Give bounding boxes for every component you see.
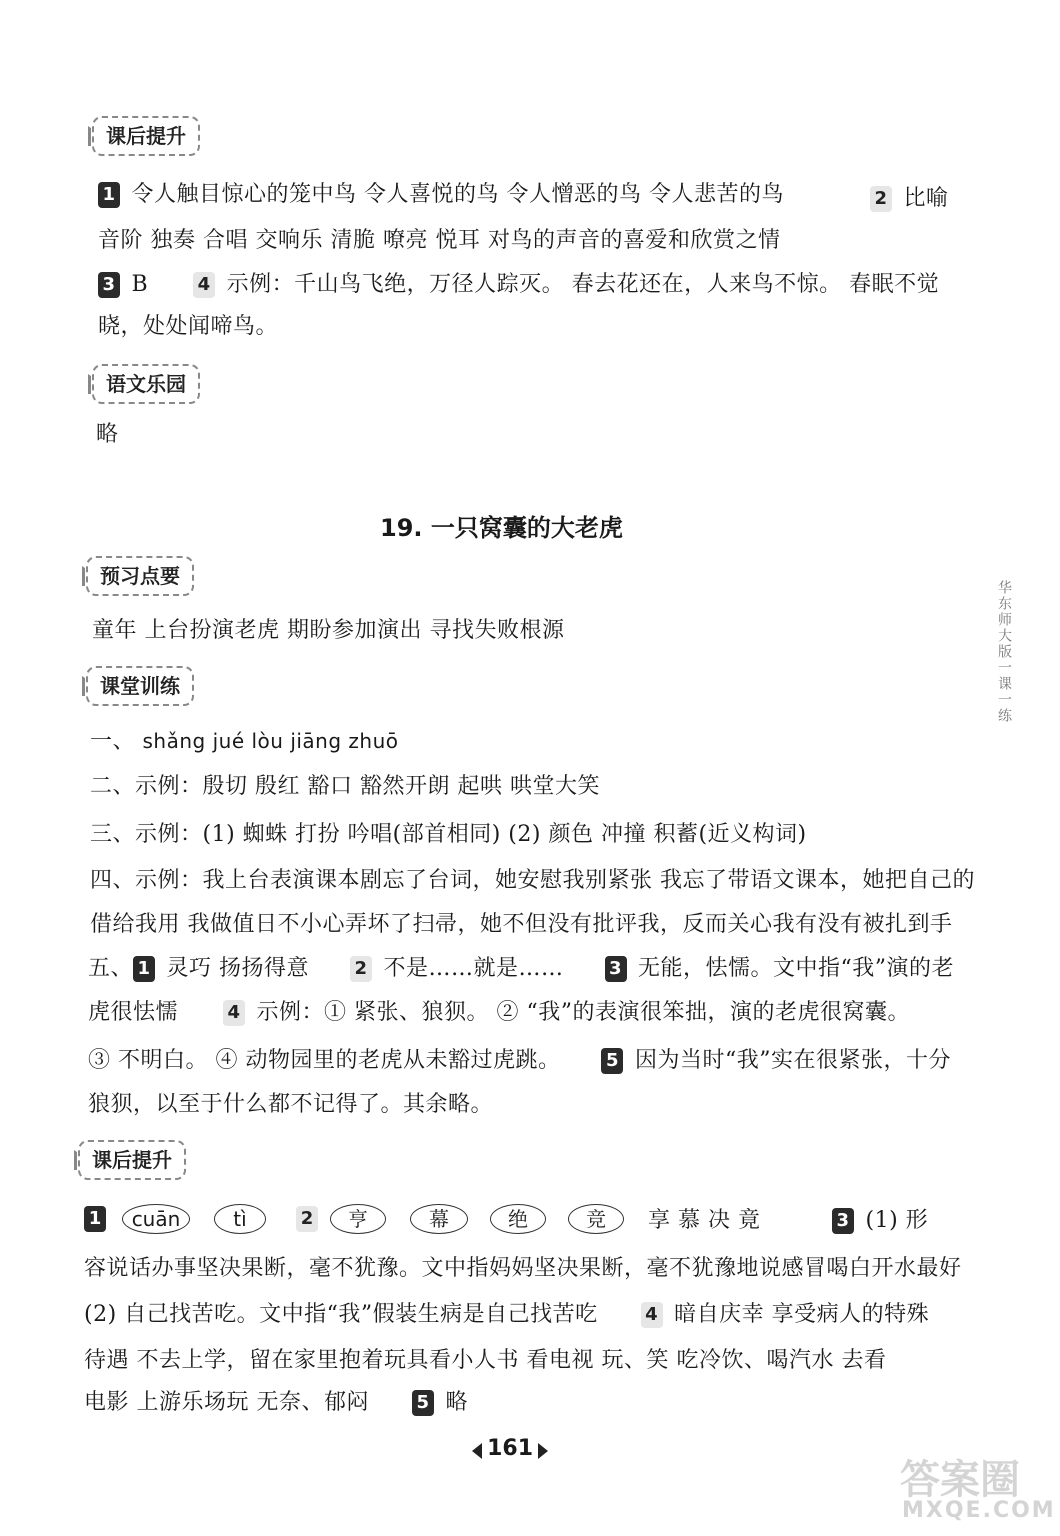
section-label-after-class-1: 课后提升 [92,116,200,156]
answer-text: 示例：千山鸟飞绝，万径人踪灭。 春去花还在，人来鸟不惊。 春眠不觉 [226,272,940,297]
answer-text: 一、 [90,729,136,754]
answer-line [98,270,939,300]
answer-text: B [131,272,149,297]
question-number-badge: 3 [605,956,627,982]
answer-text: 灵巧 扬扬得意 [166,956,310,981]
answer-text: 享 慕 决 竟 [648,1208,761,1233]
watermark-logo: 答案圈 [900,1457,1020,1503]
pinyin-oval: cuān [122,1204,190,1234]
answer-text: 暗自庆幸 享受病人的特殊 [674,1302,930,1327]
question-number-badge: 1 [133,956,155,982]
answer-line [88,1046,951,1076]
question-number-badge: 5 [412,1390,434,1416]
answer-text: (1) 形 [865,1208,929,1233]
answer-text: (2) 自己找苦吃。文中指“我”假装生病是自己找苦吃 [84,1302,598,1327]
side-book-title: 华东师大版一课一练 [996,580,1012,724]
answer-line: 二、示例：殷切 殷红 豁口 豁然开朗 起哄 哄堂大笑 [90,774,600,799]
answer-text: 令人触目惊心的笼中鸟 令人喜悦的鸟 令人憎恶的鸟 令人悲苦的鸟 [131,182,784,207]
question-number-badge: 4 [193,272,215,298]
question-number-badge: 2 [296,1206,318,1232]
answer-line [832,1206,928,1236]
answer-line: 狼狈，以至于什么都不记得了。其余略。 [88,1092,494,1117]
answer-line: 音阶 独奏 合唱 交响乐 清脆 嘹亮 悦耳 对鸟的声音的喜爱和欣赏之情 [98,228,781,253]
section-label-chinese-park: 语文乐园 [92,364,200,404]
question-number-badge: 1 [84,1206,106,1232]
answer-line [88,998,910,1028]
answer-text: 五、 [88,956,134,981]
answer-text: 因为当时“我”实在很紧张，十分 [634,1048,951,1073]
arrow-right-icon [538,1443,548,1459]
answer-line: 略 [96,422,119,447]
page-number-text: 161 [487,1436,534,1461]
question-number-badge: 4 [223,1000,245,1026]
character-oval: 幕 [410,1204,468,1234]
pinyin-answers: shǎng jué lòu jiāng zhuō [142,729,399,753]
question-number-badge: 3 [98,272,120,298]
question-number-badge: 4 [641,1302,663,1328]
question-number-badge: 3 [832,1208,854,1234]
answer-line: 三、示例：(1) 蜘蛛 打扮 吟唱(部首相同) (2) 颜色 冲撞 积蓄(近义构词) [90,822,807,847]
section-label-classroom: 课堂训练 [86,666,194,706]
answer-text: 电影 上游乐场玩 无奈、郁闷 [84,1390,369,1415]
character-oval: 亨 [330,1204,386,1234]
answer-line: 四、示例：我上台表演课本剧忘了台词，她安慰我别紧张 我忘了带语文课本，她把自己的 [90,868,975,893]
answer-line [84,1388,468,1418]
character-oval: 竞 [568,1204,624,1234]
question-number-badge: 1 [98,182,120,208]
answer-line: 童年 上台扮演老虎 期盼参加演出 寻找失败根源 [92,618,565,643]
question-number-badge: 2 [870,186,892,212]
watermark-url: MXQE.COM [902,1498,1056,1523]
answer-text: 无能，怯懦。文中指“我”演的老 [638,956,955,981]
answer-text: 示例：① 紧张、狼狈。 ② “我”的表演很笨拙，演的老虎很窝囊。 [256,1000,910,1025]
answer-line [84,1300,929,1330]
answer-text: 略 [445,1390,469,1415]
arrow-left-icon [472,1443,482,1459]
answer-line: 待遇 不去上学，留在家里抱着玩具看小人书 看电视 玩、笑 吃冷饮、喝汽水 去看 [84,1348,887,1373]
pinyin-oval: tì [214,1204,266,1234]
character-oval: 绝 [490,1204,546,1234]
answer-line [90,726,399,757]
answer-line: 容说话办事坚决果断，毫不犹豫。文中指妈妈坚决果断，毫不犹豫地说感冒喝白开水最好 [84,1256,962,1281]
page-number [472,1436,548,1461]
question-number-badge: 2 [350,956,372,982]
question-number-badge: 5 [601,1048,623,1074]
answer-line: 晓，处处闻啼鸟。 [98,314,279,339]
answer-line [98,180,784,210]
answer-text: 虎很怯懦 [88,1000,179,1025]
lesson-title: 19. 一只窝囊的大老虎 [380,514,623,542]
answer-text: ③ 不明白。 ④ 动物园里的老虎从未豁过虎跳。 [88,1048,561,1073]
answer-text: 比喻 [903,186,949,211]
answer-text: 不是……就是…… [383,956,564,981]
answer-line [88,954,954,984]
answer-line: 借给我用 我做值日不小心弄坏了扫帚，她不但没有批评我，反而关心我有没有被扎到手 [90,912,953,937]
answer-line [870,184,949,214]
section-label-preview: 预习点要 [86,556,194,596]
section-label-after-class-2: 课后提升 [78,1140,186,1180]
